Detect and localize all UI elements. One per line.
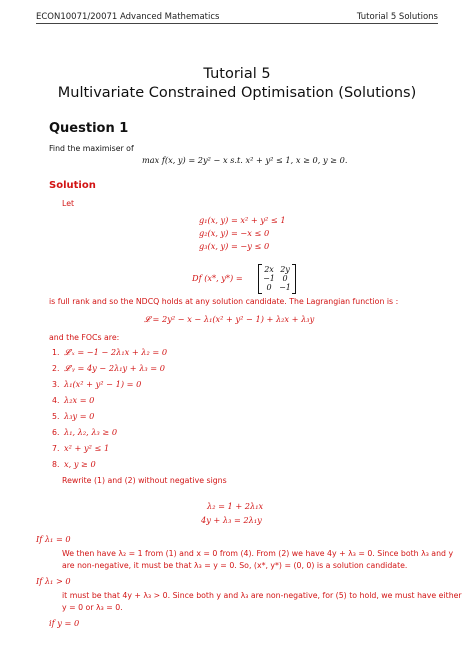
case2-text-1: it must be that 4y + λ₃ > 0. Since both y and λ₃ are non-negative, for (5) to hold, we must have either [62,591,462,600]
rewrite-text: Rewrite (1) and (2) without negative signs [62,476,227,485]
let-text: Let [62,199,75,208]
question-prompt: Find the maximiser of [49,144,134,153]
matrix-cell: 2x [264,265,274,274]
header-tutorial: Tutorial 5 Solutions [356,12,438,22]
rewrite-eq2: 4y + λ₃ = 2λ₁y [201,515,262,525]
focs-intro: and the FOCs are: [49,333,120,342]
case2-text-2: y = 0 or λ₃ = 0. [62,603,123,612]
case1-text-1: We then have λ₂ = 1 from (1) and x = 0 from (4). From (2) we have 4y + λ₃ = 0. Since both λ₃ and y [62,549,454,558]
rewrite-eq1: λ₂ = 1 + 2λ₁x [207,501,264,511]
page-subtitle: Multivariate Constrained Optimisation (Solutions) [57,85,417,101]
constraint-g1: g₁(x, y) = x² + y² ≤ 1 [199,215,286,225]
matrix-cell: 0 [282,274,288,283]
header-rule [36,23,438,24]
problem-statement: max f(x, y) = 2y² − x s.t. x² + y² ≤ 1, x ≥ 0, y ≥ 0. [142,155,348,165]
constraint-g2: g₂(x, y) = −x ≤ 0 [199,228,270,238]
lagrangian: 𝓛 = 2y² − x − λ₁(x² + y² − 1) + λ₂x + λ₃y [144,314,315,324]
constraint-g3: g₃(x, y) = −y ≤ 0 [199,241,270,251]
header-course: ECON10071/20071 Advanced Mathematics [36,12,220,22]
question-heading: Question 1 [49,121,129,136]
ndcq-text: is full rank and so the NDCQ holds at any solution candidate. The Lagrangian function is : [49,297,399,306]
jacobian-matrix [258,264,296,294]
solution-heading: Solution [49,180,96,191]
page-title: Tutorial 5 [203,66,271,82]
matrix-cell: −1 [263,274,275,283]
jacobian-label: Df (x*, y*) = [192,273,243,283]
matrix-cell: 0 [266,283,272,292]
matrix-cell: 2y [280,265,290,274]
case-lambda1-positive: If λ₁ > 0 [36,576,71,586]
case1-text-2: are non-negative, it must be that λ₃ = y = 0. So, (x*, y*) = (0, 0) is a solution candidate. [62,561,408,570]
case-y-zero: if y = 0 [49,618,80,628]
case-lambda1-zero: If λ₁ = 0 [36,534,71,544]
matrix-cell: −1 [279,283,291,292]
